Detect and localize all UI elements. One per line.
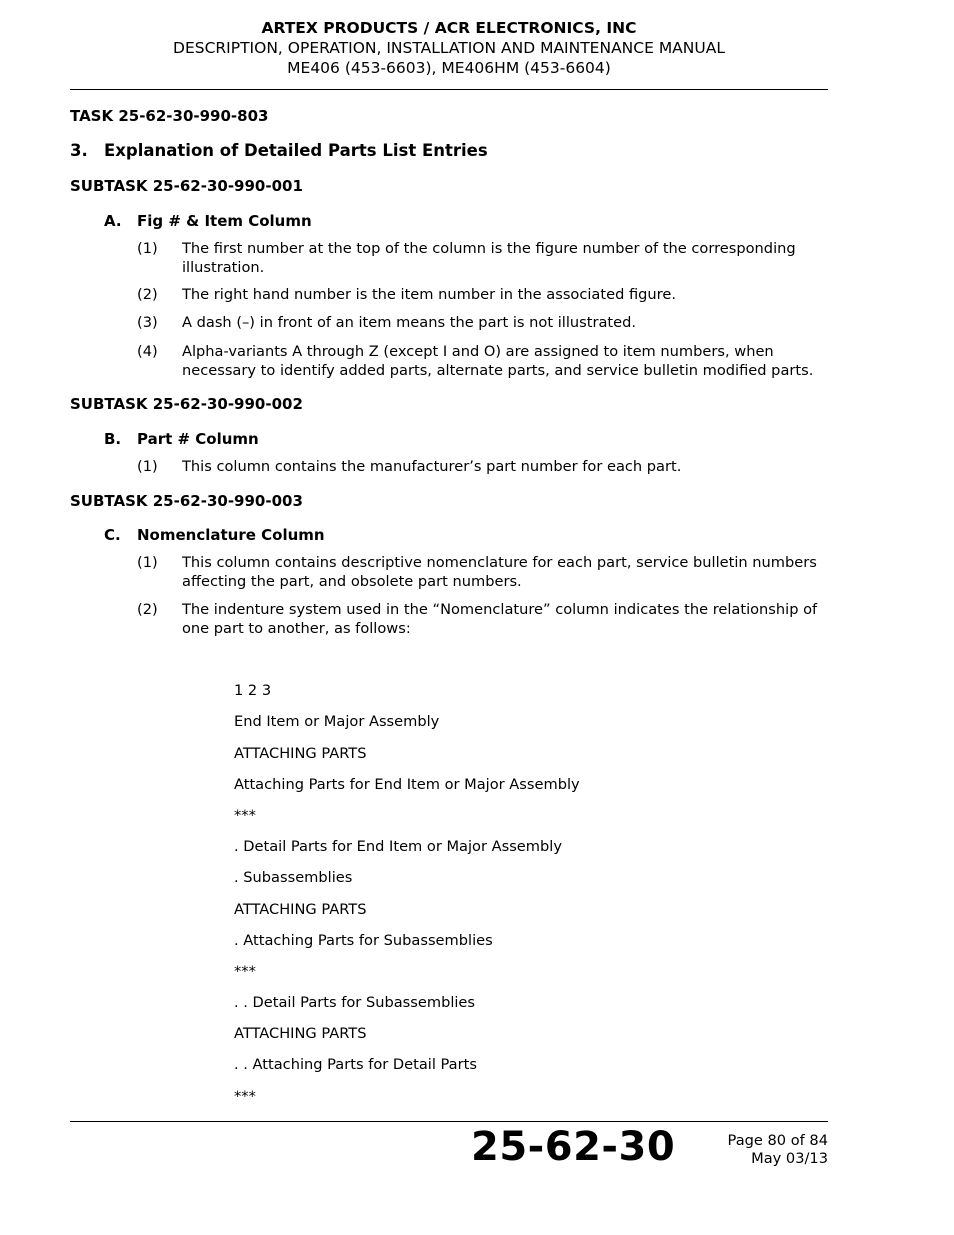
indenture-line: *** [234, 807, 256, 824]
item-text: This column contains descriptive nomenclature for each part, service bulletin numbers affecting the part, and obsolete part numbers. [182, 554, 817, 590]
item-number: (3) [137, 314, 158, 331]
company-name: ARTEX PRODUCTS / ACR ELECTRONICS, INC [261, 19, 637, 37]
item-number: (2) [137, 286, 158, 303]
revision-date: May 03/13 [751, 1150, 828, 1167]
indenture-line: *** [234, 1088, 256, 1105]
subtask-id: SUBTASK 25-62-30-990-001 [70, 177, 303, 195]
section-title: Explanation of Detailed Parts List Entries [104, 141, 488, 160]
indenture-line: . Subassemblies [234, 869, 353, 886]
indenture-line: . Detail Parts for End Item or Major Assembly [234, 838, 562, 855]
page-number: Page 80 of 84 [727, 1132, 828, 1149]
indenture-line: . Attaching Parts for Subassemblies [234, 932, 493, 949]
item-number: (1) [137, 554, 158, 571]
subsection-title: Nomenclature Column [137, 526, 325, 544]
model-numbers: ME406 (453-6603), ME406HM (453-6604) [287, 59, 611, 77]
item-text: This column contains the manufacturer’s part number for each part. [182, 458, 682, 475]
subsection-letter: B. [104, 430, 122, 448]
item-number: (1) [137, 458, 158, 475]
indenture-line: ATTACHING PARTS [234, 901, 367, 918]
item-text: Alpha-variants A through Z (except I and O) are assigned to item numbers, when necessary to identify added parts, alternate parts, and service bulletin modified parts. [182, 343, 814, 379]
manual-title: DESCRIPTION, OPERATION, INSTALLATION AND MAINTENANCE MANUAL [173, 39, 725, 57]
indenture-line: . . Attaching Parts for Detail Parts [234, 1056, 477, 1073]
subsection-title: Fig # & Item Column [137, 212, 312, 230]
page-info [728, 1132, 828, 1168]
item-text: A dash (–) in front of an item means the part is not illustrated. [182, 314, 636, 331]
subtask-id: SUBTASK 25-62-30-990-003 [70, 492, 303, 510]
subtask-id: SUBTASK 25-62-30-990-002 [70, 395, 303, 413]
subsection-title: Part # Column [137, 430, 259, 448]
subsection-letter: A. [104, 212, 122, 230]
indenture-line: 1 2 3 [234, 682, 272, 699]
indenture-line: . . Detail Parts for Subassemblies [234, 994, 476, 1011]
item-text: The indenture system used in the “Nomenclature” column indicates the relationship of one part to another, as follows: [182, 601, 818, 637]
task-id: TASK 25-62-30-990-803 [70, 107, 269, 125]
indenture-line: ATTACHING PARTS [234, 745, 367, 762]
item-number: (1) [137, 240, 158, 257]
item-number: (4) [137, 343, 158, 360]
subsection-letter: C. [104, 526, 121, 544]
item-number: (2) [137, 601, 158, 618]
header-divider [70, 89, 828, 90]
indenture-line: End Item or Major Assembly [234, 713, 440, 730]
page-header [70, 18, 828, 78]
section-number: 3. [70, 141, 88, 160]
indenture-line: Attaching Parts for End Item or Major Assembly [234, 776, 580, 793]
chapter-number: 25-62-30 [471, 1124, 676, 1170]
item-text: The first number at the top of the column is the figure number of the corresponding illustration. [182, 240, 796, 276]
item-text: The right hand number is the item number in the associated figure. [182, 286, 676, 303]
footer-divider [70, 1121, 828, 1122]
indenture-line: *** [234, 963, 256, 980]
indenture-line: ATTACHING PARTS [234, 1025, 367, 1042]
